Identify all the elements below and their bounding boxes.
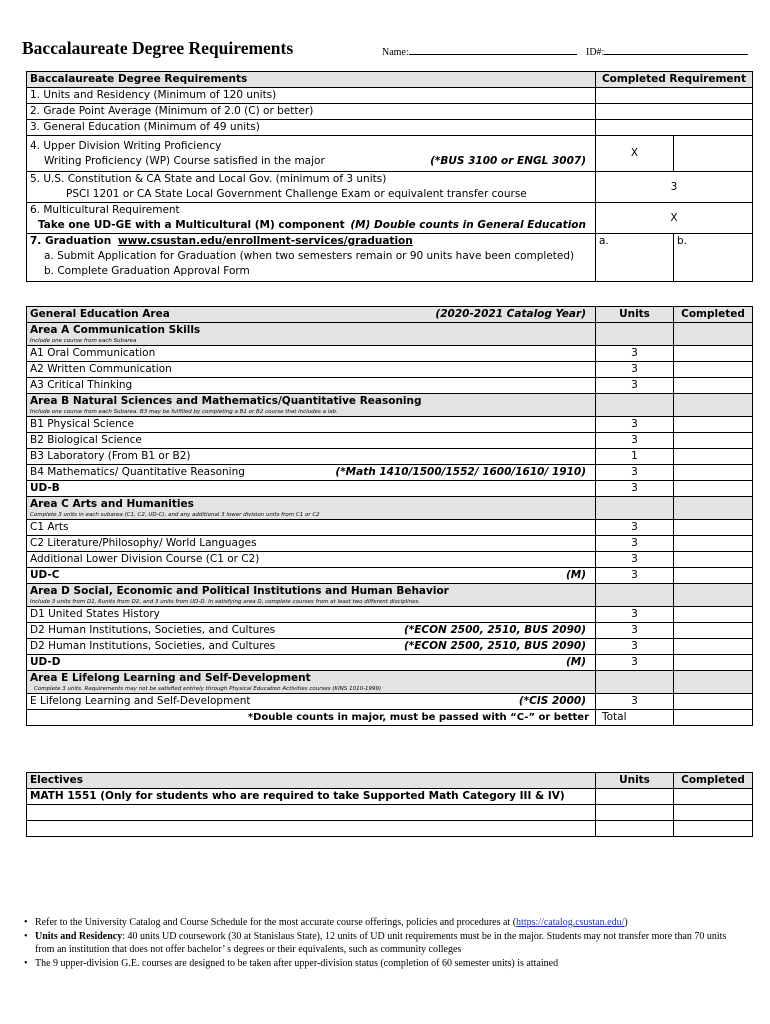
requirement-4-mark[interactable]: X bbox=[596, 136, 674, 172]
requirement-4-extra[interactable] bbox=[674, 136, 753, 172]
ge-row-a2 bbox=[27, 362, 753, 378]
requirement-1-check[interactable] bbox=[596, 88, 753, 104]
area-b-units bbox=[596, 394, 674, 417]
d2a-note: (*ECON 2500, 2510, BUS 2090) bbox=[403, 624, 586, 636]
electives-row-blank-2 bbox=[27, 821, 753, 837]
a1-units: 3 bbox=[596, 346, 674, 362]
d2b-completed[interactable] bbox=[674, 639, 753, 655]
completed-heading: Completed bbox=[674, 307, 753, 323]
e-completed[interactable] bbox=[674, 694, 753, 710]
ge-row-udc bbox=[27, 568, 753, 584]
ge-row-d2b bbox=[27, 639, 753, 655]
requirement-7-col-a[interactable]: a. bbox=[596, 234, 674, 282]
d1-units: 3 bbox=[596, 607, 674, 623]
requirement-2-label: 2. Grade Point Average (Minimum of 2.0 (C) or better) bbox=[27, 104, 596, 120]
requirement-4-note: (*BUS 3100 or ENGL 3007) bbox=[430, 155, 586, 167]
c1-units: 3 bbox=[596, 520, 674, 536]
requirement-4-cell bbox=[27, 136, 596, 172]
requirement-5-mark[interactable]: 3 bbox=[596, 172, 753, 203]
requirement-2-check[interactable] bbox=[596, 104, 753, 120]
requirement-7-cell bbox=[27, 234, 596, 282]
note-units-residency-label: Units and Residency bbox=[35, 930, 123, 942]
requirement-6-note: (M) Double counts in General Education bbox=[350, 219, 586, 231]
a2-label: A2 Written Communication bbox=[27, 362, 596, 378]
udb-units: 3 bbox=[596, 481, 674, 497]
requirement-5-label: 5. U.S. Constitution & CA State and Local Gov. (minimum of 3 units) bbox=[30, 173, 387, 185]
e-label: E Lifelong Learning and Self-Development bbox=[30, 695, 251, 707]
general-education-table bbox=[26, 306, 753, 726]
elective-blank-1-label[interactable] bbox=[27, 805, 596, 821]
area-b-completed bbox=[674, 394, 753, 417]
electives-header-row bbox=[27, 773, 753, 789]
b1-completed[interactable] bbox=[674, 417, 753, 433]
footnotes bbox=[24, 916, 734, 970]
cadd-units: 3 bbox=[596, 552, 674, 568]
b1-units: 3 bbox=[596, 417, 674, 433]
c2-label: C2 Literature/Philosophy/ World Languages bbox=[27, 536, 596, 552]
requirements-heading: Baccalaureate Degree Requirements bbox=[27, 72, 596, 88]
math-1551-label: MATH 1551 (Only for students who are required to take Supported Math Category III & IV) bbox=[27, 789, 596, 805]
c2-completed[interactable] bbox=[674, 536, 753, 552]
a2-completed[interactable] bbox=[674, 362, 753, 378]
cadd-label: Additional Lower Division Course (C1 or C2) bbox=[27, 552, 596, 568]
a2-units: 3 bbox=[596, 362, 674, 378]
area-a-note: Include one course from each Subarea bbox=[30, 338, 137, 344]
area-b-row bbox=[27, 394, 753, 417]
double-count-footnote: *Double counts in major, must be passed with “C-” or better bbox=[27, 710, 596, 726]
elective-blank-2-completed[interactable] bbox=[674, 821, 753, 837]
requirement-6-mark[interactable]: X bbox=[596, 203, 753, 234]
d2a-cell bbox=[27, 623, 596, 639]
ge-row-cadd bbox=[27, 552, 753, 568]
catalog-year: (2020-2021 Catalog Year) bbox=[435, 308, 586, 320]
b4-note: (*Math 1410/1500/1552/ 1600/1610/ 1910) bbox=[335, 466, 586, 478]
area-c-note: Complete 3 units in each subarea (C1, C2, UD-C), and any additional 3 lower division units from C1 or C2 bbox=[30, 512, 320, 518]
udd-label: UD-D bbox=[30, 656, 61, 668]
ge-row-b4 bbox=[27, 465, 753, 481]
cadd-completed[interactable] bbox=[674, 552, 753, 568]
requirement-row-4 bbox=[27, 136, 753, 172]
units-heading: Units bbox=[596, 307, 674, 323]
requirement-6-sublabel: Take one UD-GE with a Multicultural (M) component bbox=[38, 219, 345, 231]
a3-units: 3 bbox=[596, 378, 674, 394]
area-e-note: Complete 3 units. Requirements may not be satisfied entirely through Physical Education Activities courses (KINS 1010-1999) bbox=[34, 686, 382, 692]
ge-heading: General Education Area bbox=[30, 308, 170, 320]
bullet-icon: • bbox=[24, 917, 28, 928]
ge-header-row bbox=[27, 307, 753, 323]
b4-label: B4 Mathematics/ Quantitative Reasoning bbox=[30, 466, 245, 478]
area-e-completed bbox=[674, 671, 753, 694]
ge-heading-cell bbox=[27, 307, 596, 323]
area-d-title: Area D Social, Economic and Political Institutions and Human Behavior bbox=[30, 585, 449, 597]
udc-note: (M) bbox=[565, 569, 586, 581]
total-spacer bbox=[674, 710, 753, 726]
d2b-note: (*ECON 2500, 2510, BUS 2090) bbox=[403, 640, 586, 652]
area-c-cell bbox=[27, 497, 596, 520]
requirement-row-3 bbox=[27, 120, 753, 136]
b3-label: B3 Laboratory (From B1 or B2) bbox=[27, 449, 596, 465]
math-1551-completed[interactable] bbox=[674, 789, 753, 805]
udd-note: (M) bbox=[565, 656, 586, 668]
requirement-5-cell bbox=[27, 172, 596, 203]
e-units: 3 bbox=[596, 694, 674, 710]
requirement-row-1 bbox=[27, 88, 753, 104]
udc-label: UD-C bbox=[30, 569, 60, 581]
c2-units: 3 bbox=[596, 536, 674, 552]
area-a-units bbox=[596, 323, 674, 346]
udd-cell bbox=[27, 655, 596, 671]
c1-completed[interactable] bbox=[674, 520, 753, 536]
requirement-7a: a. Submit Application for Graduation (when two semesters remain or 90 units have been completed) bbox=[44, 250, 575, 262]
note-catalog-text: Refer to the University Catalog and Course Schedule for the most accurate course offerings, policies and procedures at ( bbox=[35, 917, 517, 928]
ge-total-row bbox=[27, 710, 753, 726]
udb-completed[interactable] bbox=[674, 481, 753, 497]
bullet-icon: • bbox=[24, 957, 28, 969]
b4-completed[interactable] bbox=[674, 465, 753, 481]
udc-completed[interactable] bbox=[674, 568, 753, 584]
requirements-header-row bbox=[27, 72, 753, 88]
requirement-1-label: 1. Units and Residency (Minimum of 120 units) bbox=[27, 88, 596, 104]
area-d-units bbox=[596, 584, 674, 607]
b4-cell bbox=[27, 465, 596, 481]
name-field[interactable] bbox=[382, 45, 577, 58]
name-blank-line[interactable] bbox=[409, 45, 577, 55]
id-blank-line[interactable] bbox=[604, 45, 748, 55]
area-b-title: Area B Natural Sciences and Mathematics/Quantitative Reasoning bbox=[30, 395, 422, 407]
a3-completed[interactable] bbox=[674, 378, 753, 394]
area-b-note: Include one course from each Subarea. B3 may be fulfilled by completing a B1 or B2 course that includes a lab. bbox=[30, 409, 338, 415]
ge-row-c2 bbox=[27, 536, 753, 552]
requirement-4-sublabel: Writing Proficiency (WP) Course satisfied in the major bbox=[44, 155, 325, 167]
note-catalog bbox=[24, 916, 734, 930]
electives-completed-heading: Completed bbox=[674, 773, 753, 789]
area-b-cell bbox=[27, 394, 596, 417]
name-label: Name: bbox=[382, 47, 409, 58]
note-units-residency bbox=[24, 930, 734, 957]
requirement-4-label: 4. Upper Division Writing Proficiency bbox=[30, 140, 222, 152]
area-a-completed bbox=[674, 323, 753, 346]
b3-units: 1 bbox=[596, 449, 674, 465]
electives-row-math bbox=[27, 789, 753, 805]
elective-blank-2-label[interactable] bbox=[27, 821, 596, 837]
note-catalog-end: ) bbox=[624, 917, 628, 928]
area-d-cell bbox=[27, 584, 596, 607]
electives-row-blank-1 bbox=[27, 805, 753, 821]
area-a-title: Area A Communication Skills bbox=[30, 324, 201, 336]
b3-completed[interactable] bbox=[674, 449, 753, 465]
ge-row-a1 bbox=[27, 346, 753, 362]
requirement-5-sublabel: PSCI 1201 or CA State Local Government Challenge Exam or equivalent transfer course bbox=[66, 188, 527, 200]
area-a-cell bbox=[27, 323, 596, 346]
b2-label: B2 Biological Science bbox=[27, 433, 596, 449]
ge-row-d2a bbox=[27, 623, 753, 639]
ge-row-b3 bbox=[27, 449, 753, 465]
e-cell bbox=[27, 694, 596, 710]
b2-completed[interactable] bbox=[674, 433, 753, 449]
catalog-link[interactable]: https://catalog.csustan.edu/ bbox=[516, 917, 625, 928]
note-units-residency-text: : 40 units UD coursework (30 at Stanislaus State), 12 units of UD unit requirements must be in the major. Students may not transfer more than 70 units from an institution that does not offer bachelor’ s degrees or their equivalents, such as community colleges bbox=[35, 930, 727, 955]
note-upper-division-text: The 9 upper-division G.E. courses are designed to be taken after upper-division status (completion of 60 semester units) is attained bbox=[35, 957, 559, 969]
c1-label: C1 Arts bbox=[27, 520, 596, 536]
electives-units-heading: Units bbox=[596, 773, 674, 789]
b1-label: B1 Physical Science bbox=[27, 417, 596, 433]
requirement-row-7 bbox=[27, 234, 753, 282]
ge-row-d1 bbox=[27, 607, 753, 623]
electives-heading: Electives bbox=[27, 773, 596, 789]
elective-blank-1-completed[interactable] bbox=[674, 805, 753, 821]
ge-row-b1 bbox=[27, 417, 753, 433]
area-a-row bbox=[27, 323, 753, 346]
area-d-note: Include 3 units from D1, 6units from D2, and 3 units from UD-D. In satisfying area D, complete courses from at least two different disciplines. bbox=[30, 599, 421, 605]
udc-cell bbox=[27, 568, 596, 584]
requirement-7-col-b[interactable]: b. bbox=[674, 234, 753, 282]
id-field[interactable] bbox=[586, 45, 748, 58]
requirement-3-check[interactable] bbox=[596, 120, 753, 136]
area-e-cell bbox=[27, 671, 596, 694]
d1-label: D1 United States History bbox=[27, 607, 596, 623]
ge-row-a3 bbox=[27, 378, 753, 394]
udd-units: 3 bbox=[596, 655, 674, 671]
elective-blank-1-units[interactable] bbox=[596, 805, 674, 821]
requirement-6-label: 6. Multicultural Requirement bbox=[30, 204, 180, 216]
d2b-units: 3 bbox=[596, 639, 674, 655]
area-e-units bbox=[596, 671, 674, 694]
d2a-units: 3 bbox=[596, 623, 674, 639]
area-c-completed bbox=[674, 497, 753, 520]
a1-label: A1 Oral Communication bbox=[27, 346, 596, 362]
requirement-3-label: 3. General Education (Minimum of 49 units) bbox=[27, 120, 596, 136]
udc-units: 3 bbox=[596, 568, 674, 584]
ge-row-c1 bbox=[27, 520, 753, 536]
requirement-row-2 bbox=[27, 104, 753, 120]
completed-requirement-heading: Completed Requirement bbox=[596, 72, 753, 88]
ge-row-b2 bbox=[27, 433, 753, 449]
a3-label: A3 Critical Thinking bbox=[27, 378, 596, 394]
degree-requirements-table bbox=[26, 71, 753, 282]
page-header bbox=[22, 38, 752, 60]
area-d-row bbox=[27, 584, 753, 607]
requirement-6-cell bbox=[27, 203, 596, 234]
d2a-label: D2 Human Institutions, Societies, and Cultures bbox=[30, 624, 276, 636]
d2b-cell bbox=[27, 639, 596, 655]
requirement-7b: b. Complete Graduation Approval Form bbox=[44, 265, 250, 277]
requirement-row-5 bbox=[27, 172, 753, 203]
elective-blank-2-units[interactable] bbox=[596, 821, 674, 837]
electives-table bbox=[26, 772, 753, 837]
d2a-completed[interactable] bbox=[674, 623, 753, 639]
area-c-units bbox=[596, 497, 674, 520]
note-upper-division bbox=[24, 957, 734, 971]
a1-completed[interactable] bbox=[674, 346, 753, 362]
requirement-row-6 bbox=[27, 203, 753, 234]
graduation-link[interactable]: www.csustan.edu/enrollment-services/graduation bbox=[117, 235, 413, 247]
e-note: (*CIS 2000) bbox=[518, 695, 586, 707]
d2b-label: D2 Human Institutions, Societies, and Cultures bbox=[30, 640, 276, 652]
area-e-row bbox=[27, 671, 753, 694]
document-title: Baccalaureate Degree Requirements bbox=[22, 38, 294, 58]
area-d-completed bbox=[674, 584, 753, 607]
total-label[interactable]: Total bbox=[596, 710, 674, 726]
d1-completed[interactable] bbox=[674, 607, 753, 623]
ge-row-udd bbox=[27, 655, 753, 671]
udd-completed[interactable] bbox=[674, 655, 753, 671]
ge-row-udb bbox=[27, 481, 753, 497]
udb-label: UD-B bbox=[27, 481, 596, 497]
b2-units: 3 bbox=[596, 433, 674, 449]
area-c-row bbox=[27, 497, 753, 520]
b4-units: 3 bbox=[596, 465, 674, 481]
math-1551-units[interactable] bbox=[596, 789, 674, 805]
bullet-icon: • bbox=[24, 930, 28, 942]
ge-row-e bbox=[27, 694, 753, 710]
area-e-title: Area E Lifelong Learning and Self-Development bbox=[30, 672, 311, 684]
id-label: ID#: bbox=[586, 47, 605, 58]
area-c-title: Area C Arts and Humanities bbox=[30, 498, 194, 510]
graduation-label: 7. Graduation bbox=[30, 235, 112, 247]
